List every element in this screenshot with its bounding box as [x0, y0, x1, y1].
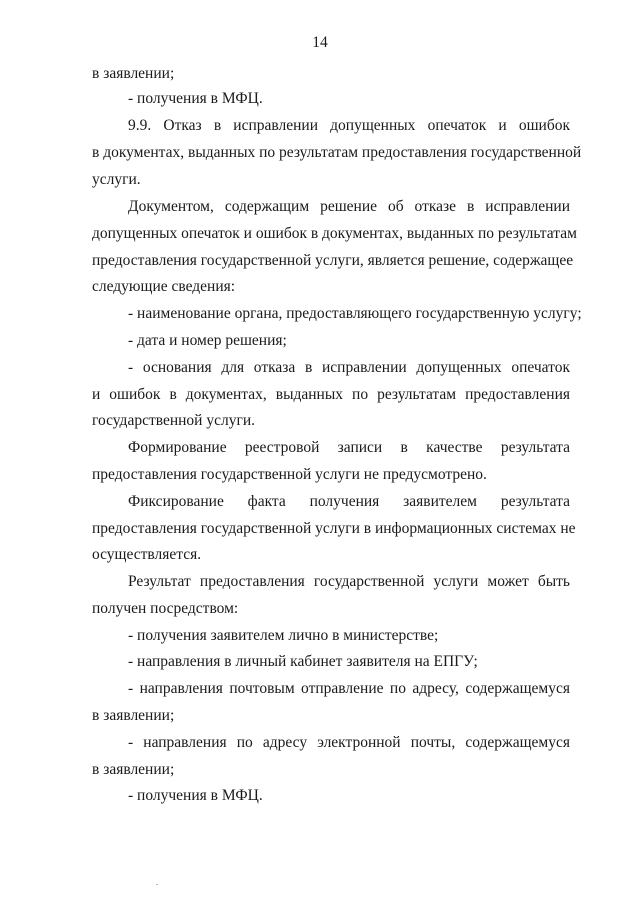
text-line: предоставления государственной услуги не предусмотрено.: [92, 466, 487, 483]
text-line: предоставления государственной услуги, является решение, содержащее: [92, 252, 574, 269]
scan-speck: [156, 884, 158, 885]
paragraph-heading-line: 9.9. Отказ в исправлении допущенных опечаток и ошибок: [128, 117, 570, 134]
list-item: - получения заявителем лично в министерстве;: [128, 627, 439, 644]
page-number: 14: [312, 34, 328, 51]
list-item: - направления в личный кабинет заявителя на ЕПГУ;: [128, 653, 478, 670]
text-line: Результат предоставления государственной услуги может быть: [128, 573, 570, 590]
text-line: услуги.: [92, 171, 141, 188]
text-line: предоставления государственной услуги в информационных системах не: [92, 520, 576, 537]
text-line: - получения в МФЦ.: [128, 90, 263, 107]
list-item: - основания для отказа в исправлении допущенных опечаток: [128, 359, 570, 376]
text-line: в заявлении;: [92, 65, 175, 82]
text-line: осуществляется.: [92, 546, 202, 563]
list-item: - получения в МФЦ.: [128, 787, 263, 804]
text-line: Формирование реестровой записи в качестве результата: [128, 439, 570, 456]
text-line: допущенных опечаток и ошибок в документах, выданных по результатам: [92, 225, 577, 242]
text-line: и ошибок в документах, выданных по результатам предоставления: [92, 386, 570, 403]
text-line: Фиксирование факта получения заявителем результата: [128, 493, 570, 510]
list-item: - наименование органа, предоставляющего государственную услугу;: [128, 305, 582, 322]
text-line: в заявлении;: [92, 761, 175, 778]
text-line: получен посредством:: [92, 600, 239, 617]
text-line: следующие сведения:: [92, 278, 236, 295]
list-item: - направления по адресу электронной почты, содержащемуся: [128, 734, 570, 751]
list-item: - дата и номер решения;: [128, 332, 287, 349]
list-item: - направления почтовым отправление по адресу, содержащемуся: [128, 680, 570, 697]
text-line: Документом, содержащим решение об отказе в исправлении: [128, 198, 570, 215]
text-line: в заявлении;: [92, 707, 175, 724]
text-line: в документах, выданных по результатам предоставления государственной: [92, 144, 582, 161]
text-line: государственной услуги.: [92, 412, 255, 429]
